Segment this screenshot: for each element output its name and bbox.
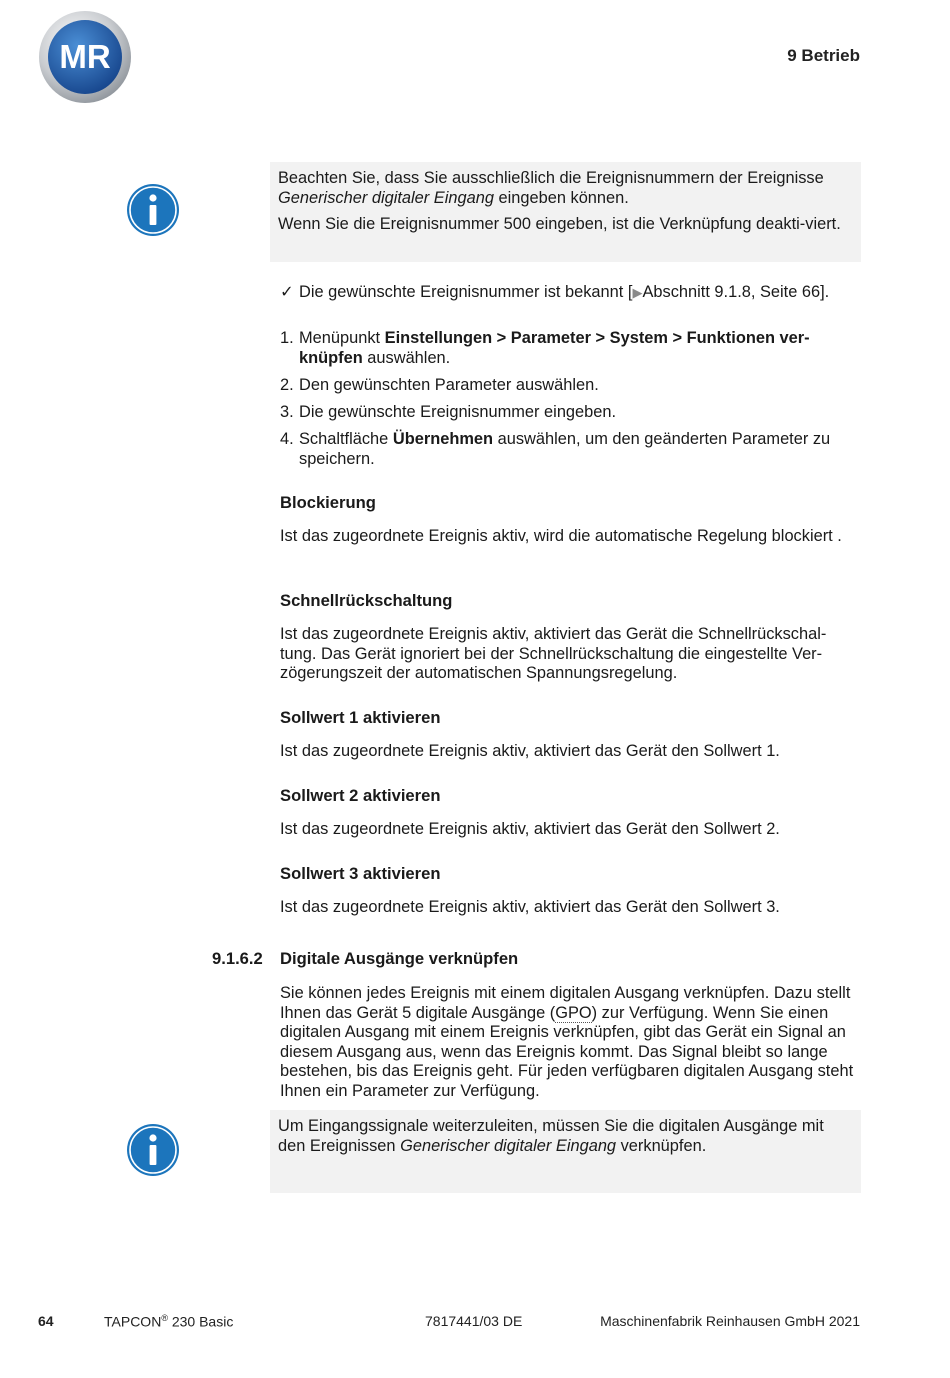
note-paragraph: Um Eingangssignale weiterzuleiten, müssen Sie die digitalen Ausgänge mit den Ereignissen Generischer digitaler Eingang verknüpfen.: [278, 1117, 824, 1155]
note-paragraph: Beachten Sie, dass Sie ausschließlich die Ereignisnummern der Ereignisse Generischer digitaler Eingang eingeben können.: [278, 169, 824, 207]
info-note: [270, 1110, 861, 1193]
section-heading: Blockierung: [280, 493, 376, 512]
section-heading: Schnellrückschaltung: [280, 591, 453, 610]
section-text: Ist das zugeordnete Ereignis aktiv, wird die automatische Regelung blockiert .: [280, 527, 842, 545]
section-body: Sie können jedes Ereignis mit einem digitalen Ausgang verknüpfen. Dazu stellt Ihnen das Gerät 5 digitale Ausgänge (GPO) zur Verfügung. Wenn Sie einen digitalen Ausgang mit einem Ereignis verknüpfen, gibt das Gerät ein Signal an diesem Ausgang aus, wenn das Ereignis kommt. Das Signal bleibt so lange bestehen, bis das Ereignis geht. Für jeden verfügbaren digitalen Ausgang steht Ihnen ein Parameter zur Verfügung.: [280, 984, 854, 1100]
step-item: 1. Menüpunkt Einstellungen > Parameter > System > Funktionen ver-knüpfen auswählen.: [280, 329, 810, 367]
step-item: 4. Schaltfläche Übernehmen auswählen, um den geänderten Parameter zu speichern.: [280, 430, 831, 468]
document-number: 7817441/03 DE: [425, 1313, 523, 1329]
arrow-right-icon: ▶: [632, 285, 643, 300]
info-note: [270, 162, 861, 262]
section-heading: Sollwert 3 aktivieren: [280, 864, 441, 883]
svg-text:MR: MR: [59, 38, 111, 75]
section-text: Ist das zugeordnete Ereignis aktiv, aktiviert das Gerät den Sollwert 2.: [280, 820, 780, 838]
check-icon: ✓: [280, 283, 294, 301]
info-icon: [126, 1123, 180, 1177]
prerequisite-item: ✓ Die gewünschte Ereignisnummer ist bekannt [▶Abschnitt 9.1.8, Seite 66].: [280, 283, 830, 301]
section-text: Ist das zugeordnete Ereignis aktiv, aktiviert das Gerät den Sollwert 1.: [280, 742, 780, 760]
section-title: Digitale Ausgänge verknüpfen: [280, 949, 519, 968]
step-item: 3. Die gewünschte Ereignisnummer eingeben.: [280, 403, 617, 421]
section-heading: Sollwert 1 aktivieren: [280, 708, 441, 727]
page-number: 64: [38, 1313, 54, 1329]
abbreviation-gpo[interactable]: GPO: [555, 1003, 592, 1022]
mr-logo: [38, 10, 132, 104]
note-paragraph: Wenn Sie die Ereignisnummer 500 eingeben, ist die Verknüpfung deakti-viert.: [278, 215, 841, 234]
step-item: 2. Den gewünschten Parameter auswählen.: [280, 376, 599, 394]
section-text: Ist das zugeordnete Ereignis aktiv, aktiviert das Gerät die Schnellrückschal-tung. Das Gerät ignoriert bei der Schnellrückschaltung die eingestellte Ver-zögerungszeit der automatischen Spannungsregelung.: [280, 625, 827, 683]
section-heading: Sollwert 2 aktivieren: [280, 786, 441, 805]
info-icon: [126, 183, 180, 237]
chapter-title: 9 Betrieb: [787, 46, 860, 65]
section-text: Ist das zugeordnete Ereignis aktiv, aktiviert das Gerät den Sollwert 3.: [280, 898, 780, 916]
cross-reference-link[interactable]: Abschnitt 9.1.8, Seite 66].: [642, 283, 830, 301]
company-name: Maschinenfabrik Reinhausen GmbH 2021: [600, 1313, 860, 1329]
section-number: 9.1.6.2: [212, 949, 263, 968]
product-name: TAPCON® 230 Basic: [104, 1313, 234, 1330]
